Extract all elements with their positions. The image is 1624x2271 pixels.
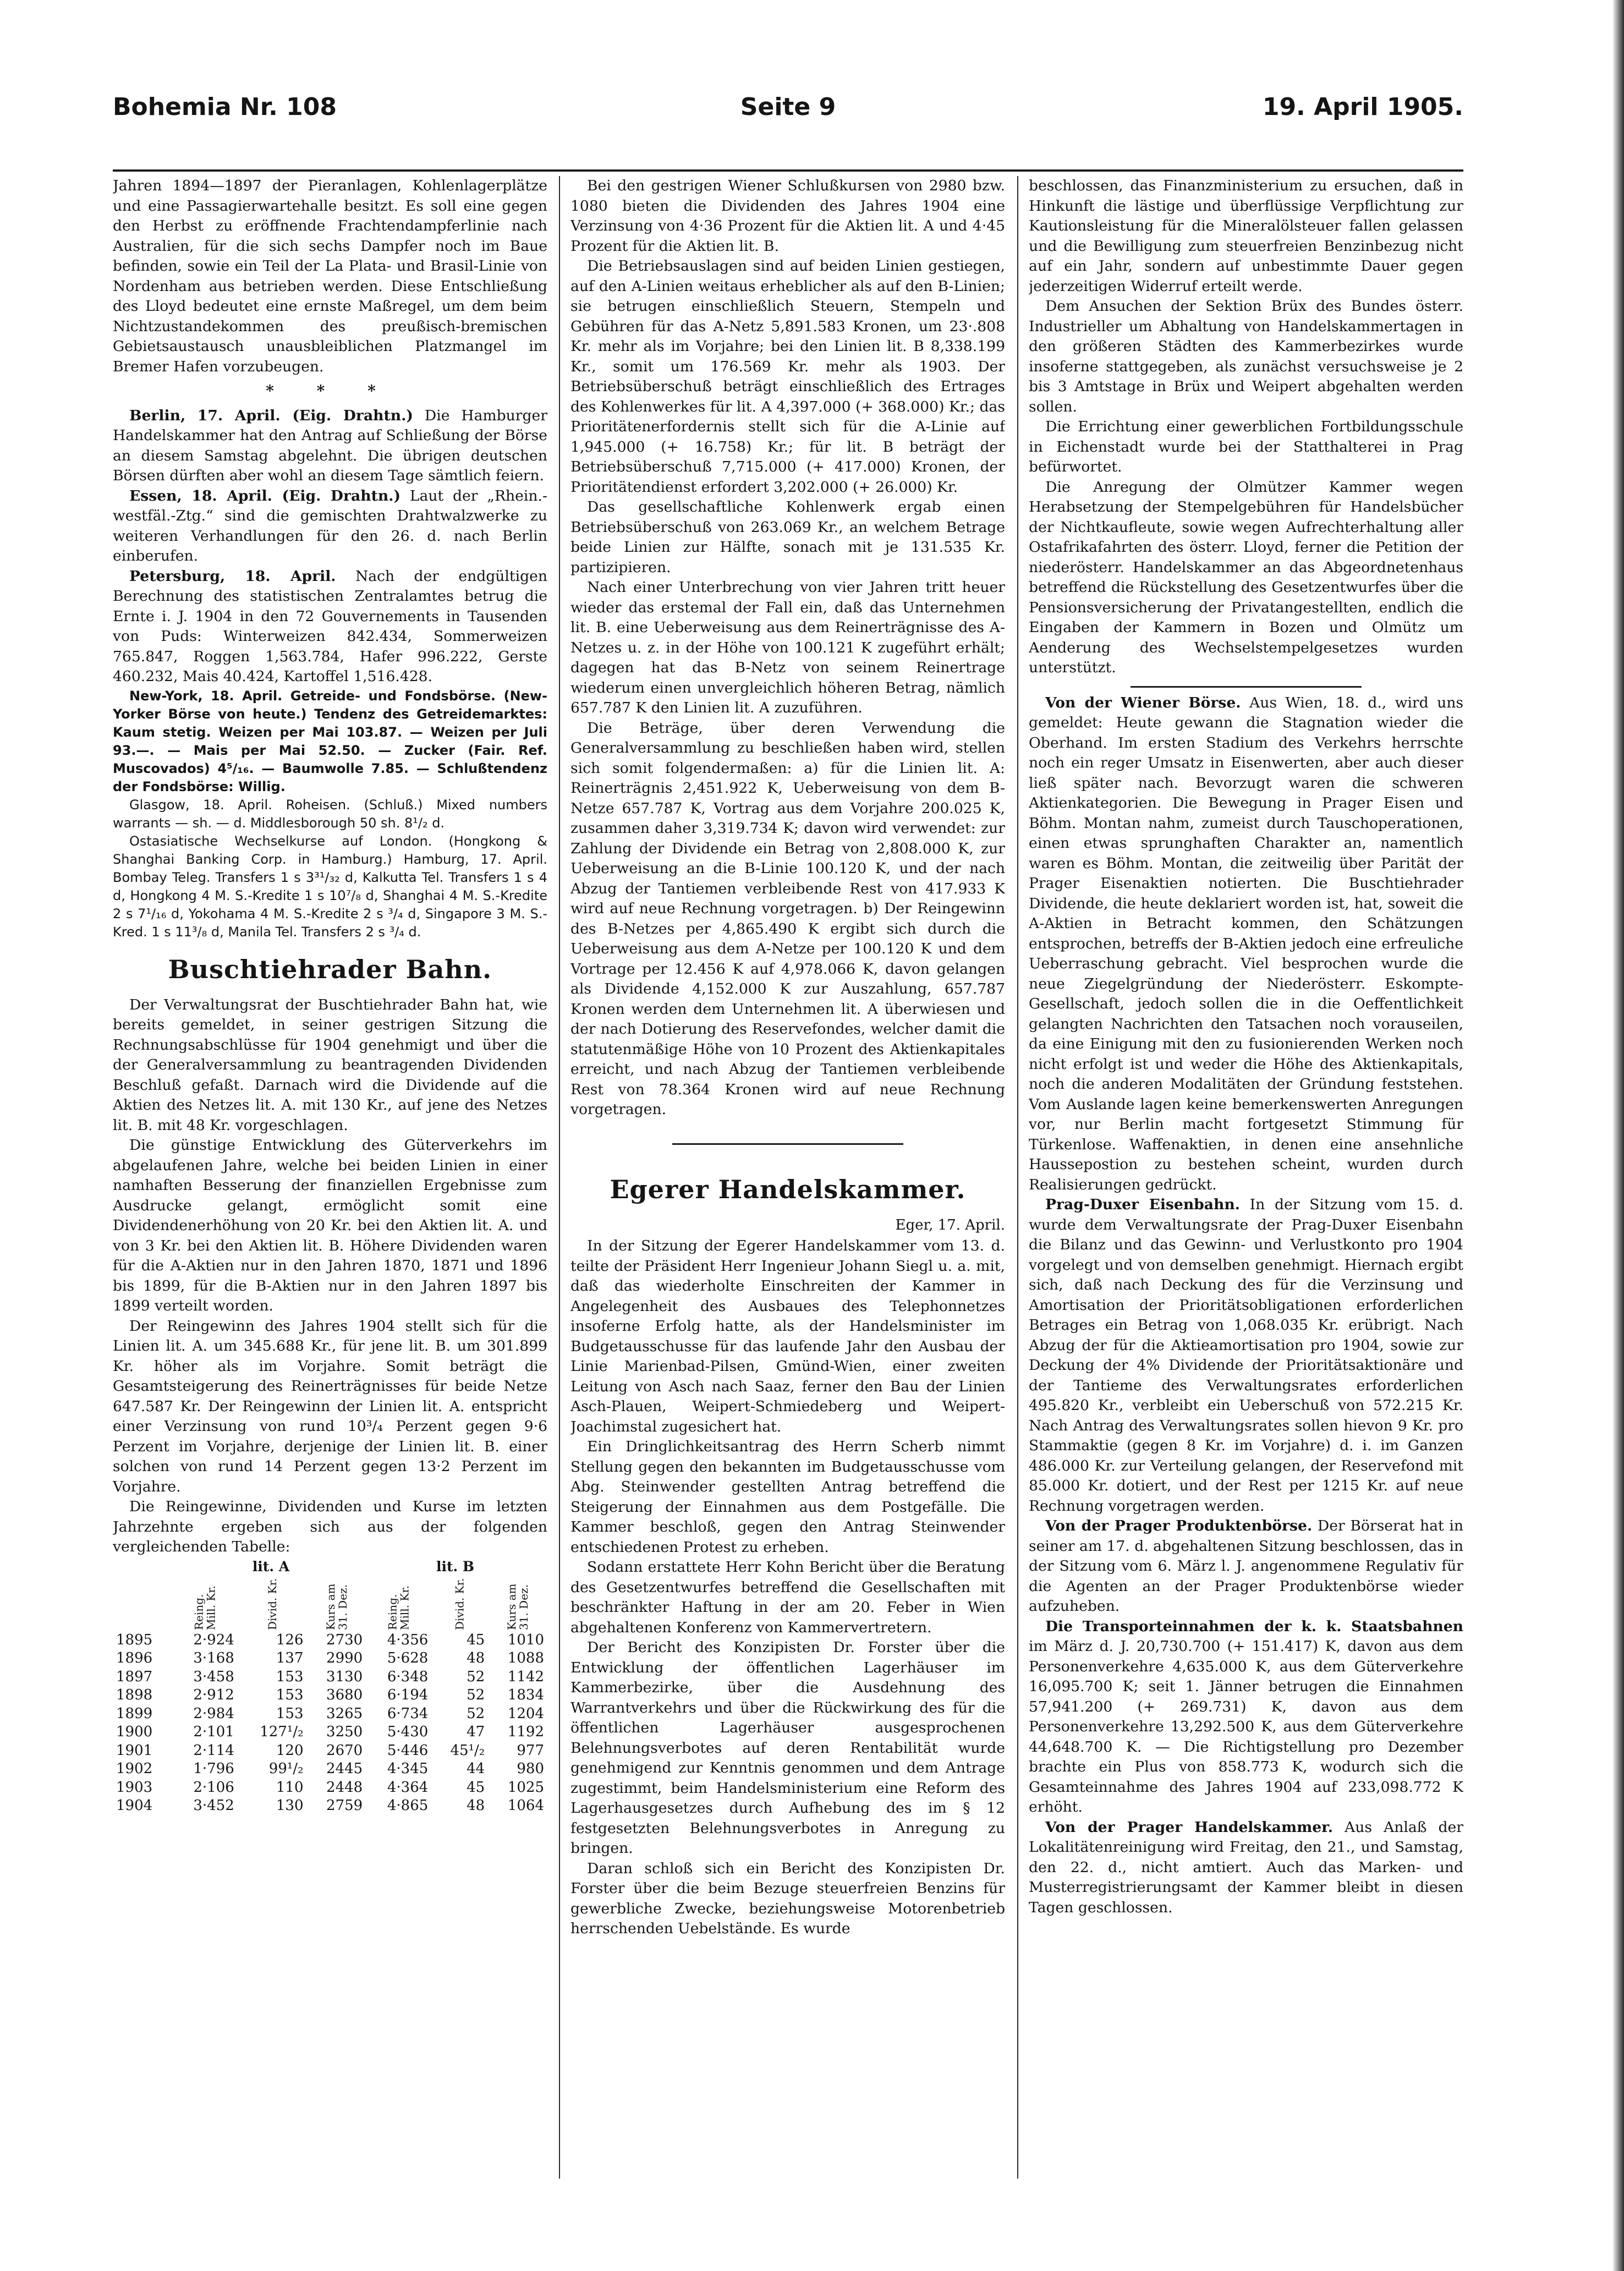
table-cell: 2990 xyxy=(326,1650,363,1666)
table-cell: 1904 xyxy=(116,1797,153,1814)
table-cell: 1192 xyxy=(507,1724,544,1740)
table-cell: 2448 xyxy=(326,1779,363,1796)
separator-stars: * * * xyxy=(266,382,394,400)
table-cell: 3130 xyxy=(326,1668,363,1685)
column-rule xyxy=(1017,176,1018,2179)
table-cell: 1901 xyxy=(116,1742,153,1759)
newspaper-page xyxy=(113,77,1463,2184)
table-header-cell: Divid. Kr. xyxy=(453,1578,467,1630)
article-paragraph: Der Reingewinn des Jahres 1904 stellt sich für die Linien lit. A. um 345.688 Kr., für jene lit. B. um 301.899 Kr. höher als im Vorjahre. Somit beträgt die Gesamtsteigerung des Reinerträgnisses für beide Netze 647.587 Kr. Der Reingewinn der Linien lit. A. entspricht einer Verzinsung von rund 10³/₄ Perzent gegen 9·6 Perzent im Vorjahre, derjenige der Linien lit. B. einer solchen von rund 14 Perzent gegen 13·2 Perzent im Vorjahre. xyxy=(113,1317,547,1495)
article-paragraph: Das gesellschaftliche Kohlenwerk ergab einen Betriebsüberschuß von 263.069 Kr., an welchem Betrage beide Linien zur Hälfte, sonach mit je 131.535 Kr. partizipieren. xyxy=(570,498,1005,576)
group-label-b: lit. B xyxy=(436,1558,475,1575)
table-cell: 1896 xyxy=(116,1650,153,1666)
news-heading: Prag-Duxer Eisenbahn. xyxy=(1045,1196,1240,1213)
column-2 xyxy=(570,176,1005,2179)
table-cell: 45 xyxy=(467,1779,485,1796)
section-divider xyxy=(672,1143,903,1145)
table-cell: 1010 xyxy=(507,1631,544,1648)
article-paragraph: Jahren 1894—1897 der Pieranlagen, Kohlenlagerplätze und eine Passagierwartehalle besitzt. Es soll eine gegen den Herbst zu eröffnende Frachtendampferlinie nach Australien, für die sich sechs Dampfer noch im Baue befinden, sowie ein Teil der La Plata- und Brasil-Linie von Nordenham aus betrieben werden. Diese Entschließung des Lloyd bedeutet eine ernste Maßregel, um dem beim Nichtzustandekommen des preußisch-bremischen Gebietsaustausch unausbleiblichen Platzmangel im Bremer Hafen vorzubeugen. xyxy=(113,177,547,375)
news-item-new-york: New-York, 18. April. Getreide- und Fondsbörse. (New-Yorker Börse von heute.) Tendenz des Getreidemarktes: Kaum stetig. Weizen per Mai 103.87. — Weizen per Juli 93.—. — Mais per Mai 52.50. — Zucker (Fair. Ref. Muscovados) 4⁵/₁₆. — Baumwolle 7.85. — Schlußtendenz der Fondsbörse: Willig. xyxy=(113,688,547,794)
table-cell: 44 xyxy=(467,1760,485,1777)
table-cell: 1834 xyxy=(507,1687,544,1703)
table-cell: 2·106 xyxy=(193,1779,234,1796)
section-title: Buschtiehrader Bahn. xyxy=(168,954,492,984)
column-rule xyxy=(559,176,560,2179)
article-paragraph: Der Verwaltungsrat der Buschtiehrader Bahn hat, wie bereits gemeldet, in seiner gestrigen Sitzung die Rechnungsabschlüsse für 1904 genehmigt und über die der Generalversammlung zu beantragenden Dividenden Beschluß gefaßt. Darnach wird die Dividende auf die Aktien des Netzes lit. A. mit 130 Kr., auf jene des Netzes lit. B. mit 48 Kr. vorgeschlagen. xyxy=(113,996,547,1134)
dividend-table-grid xyxy=(113,1576,547,1815)
table-cell: 2445 xyxy=(326,1760,363,1777)
table-cell: 1899 xyxy=(116,1705,153,1722)
table-cell: 6·194 xyxy=(387,1687,429,1703)
news-heading: Die Transporteinnahmen der k. k. Staatsbahnen xyxy=(1045,1617,1463,1635)
table-row xyxy=(113,1779,547,1797)
news-item-exchange-rates: Ostasiatische Wechselkurse auf London. (Hongkong & Shanghai Banking Corp. in Hamburg.) Hamburg, 17. April. Bombay Teleg. Transfers 1 s 3³¹/₃₂ d, Kalkutta Tel. Transfers 1 s 4 d, Hongkong 4 M. S.-Kredite 1 s 10⁷/₈ d, Shanghai 4 M. S.-Kredite 2 s 7¹/₁₆ d, Yokohama 4 M. S.-Kredite 2 s ³/₄ d, Singapore 3 M. S.-Kred. 1 s 11³/₈ d, Manila Tel. Transfers 2 s ³/₄ d. xyxy=(113,833,547,940)
table-cell: 2·912 xyxy=(193,1687,234,1703)
table-row xyxy=(113,1631,547,1650)
table-cell: 5·430 xyxy=(387,1724,429,1740)
news-text: Aus Wien, 18. d., wird uns gemeldet: Heute gewann die Stagnation wieder die Oberhand. Im ersten Stadium des Verkehrs herrschte noch ein reger Umsatz in Eisenwerten, aber auch dieser ließ später nach. Bevorzugt waren die schweren Aktienkategorien. Die Bewegung in Prager Eisen und Böhm. Montan nahm, zumeist durch Tauschoperationen, einen etwas sprunghaften Charakter an, namentlich waren es Böhm. Montan, die zeitweilig über Parität der Prager Eisenaktien notierten. Die Buschtiehrader Dividende, die heute deklariert worden ist, hat, soweit die A-Aktien in Betracht kommen, den Schätzungen entsprochen, betreffs der B-Aktien jedoch eine erfreuliche Ueberraschung gebracht. Viel besprochen wurde die neue Ziegelgründung der Niederösterr. Eskompte-Gesellschaft, jedoch sollen die in die Oeffentlichkeit gelangten Nachrichten den Tatsachen noch vorauseilen, da eine Einigung mit den zu fusionierenden Werken noch nicht erfolgt ist und weder die Höhe des Aktienkapitals, noch die anderen Modalitäten der Gründung feststehen. Vom Auslande lagen keine bemerkenswerten Anregungen vor, nur Berlin macht fortgesetzt Stimmung für Türkenlose. Waffenaktien, in denen eine ansehnliche Haussepostion zu bestehen scheint, wurden durch Realisierungen gedrückt. xyxy=(1029,694,1463,1193)
table-cell: 120 xyxy=(276,1742,304,1759)
table-cell: 6·348 xyxy=(387,1668,429,1685)
table-cell: 2·924 xyxy=(193,1631,234,1648)
table-cell: 2670 xyxy=(326,1742,363,1759)
news-dateline: Berlin, 17. April. (Eig. Drahtn.) xyxy=(129,407,413,424)
news-item-glasgow: Glasgow, 18. April. Roheisen. (Schluß.) Mixed numbers warrants — sh. — d. Middlesborough 50 sh. 8¹/₂ d. xyxy=(113,797,547,831)
news-item-produktenboerse xyxy=(1029,1516,1463,1617)
table-cell: 3·458 xyxy=(193,1668,234,1685)
table-cell: 5·446 xyxy=(387,1742,429,1759)
table-row xyxy=(113,1686,547,1705)
table-header-cell: Divid. Kr. xyxy=(265,1578,279,1630)
newspaper-issue: Bohemia Nr. 108 xyxy=(113,93,337,121)
table-cell: 3·452 xyxy=(193,1797,234,1814)
page-number: Seite 9 xyxy=(740,93,836,121)
table-row xyxy=(113,1668,547,1687)
table-cell: 4·345 xyxy=(387,1760,429,1777)
table-cell: 48 xyxy=(467,1797,485,1814)
news-dateline: Petersburg, 18. April. xyxy=(129,567,336,585)
table-cell: 4·356 xyxy=(387,1631,429,1648)
table-cell: 1903 xyxy=(116,1779,153,1796)
table-cell: 153 xyxy=(276,1705,304,1722)
news-heading: Von der Wiener Börse. xyxy=(1045,694,1241,711)
news-text: Laut der „Rhein.-westfäl.-Ztg.“ sind die gemischten Drahtwalzwerke zu weiteren Verhandlungen für den 26. d. nach Berlin einberufen. xyxy=(113,487,547,564)
table-cell: 48 xyxy=(467,1650,485,1666)
news-heading: Von der Prager Produktenbörse. xyxy=(1045,1517,1313,1534)
news-item-prag-duxer xyxy=(1029,1195,1463,1516)
table-cell: 980 xyxy=(517,1760,544,1777)
table-cell: 45 xyxy=(467,1631,485,1648)
section-title: Egerer Handelskammer. xyxy=(610,1174,966,1204)
table-header-cell: Kurs am 31. Dez. xyxy=(505,1583,531,1630)
table-cell: 1·796 xyxy=(193,1760,234,1777)
table-header-cell: Kurs am 31. Dez. xyxy=(323,1583,349,1630)
table-cell: 2·101 xyxy=(193,1724,234,1740)
table-cell: 3·168 xyxy=(193,1650,234,1666)
news-dateline: Essen, 18. April. (Eig. Drahtn.) xyxy=(129,487,401,504)
dividend-table xyxy=(113,1557,547,1815)
dateline: Eger, 17. April. xyxy=(895,1216,1005,1233)
table-header-cell xyxy=(113,1576,172,1631)
article-paragraph: Die Errichtung einer gewerblichen Fortbildungsschule in Eichenstadt wurde bei der Statthalterei in Prag befürwortet. xyxy=(1029,418,1463,475)
table-cell: 2·984 xyxy=(193,1705,234,1722)
article-paragraph: Die Anregung der Olmützer Kammer wegen Herabsetzung der Stempelgebühren für Handelsbücher der Nichtkaufleute, sowie wegen Aufrechterhaltung aller Ostafrikafahrten des österr. Lloyd, ferner die Petition der niederösterr. Handelskammer an das Abgeordnetenhaus betreffend die Rückstellung des Gesetzentwurfes über die Pensionsversicherung der Privatangestellten, endlich die Eingaben der Kammern in Bozen und Olmütz um Aenderung des Wechselstempelgesetzes wurden unterstützt. xyxy=(1029,478,1463,676)
table-cell: 4·865 xyxy=(387,1797,429,1814)
article-paragraph: Daran schloß sich ein Bericht des Konzipisten Dr. Forster über die beim Bezuge steuerfreien Benzins für gewerbliche Zwecke, beziehungsweise Motorenbetrieb herrschenden Uebelstände. Es wurde xyxy=(570,1859,1005,1937)
table-row xyxy=(113,1649,547,1668)
table-cell: 1897 xyxy=(116,1668,153,1685)
column-1 xyxy=(113,176,547,2179)
news-item-handelskammer xyxy=(1029,1818,1463,1918)
article-paragraph: Dem Ansuchen der Sektion Brüx des Bundes österr. Industrieller um Abhaltung von Handelskammertagen in den größeren Städten des Kammerbezirkes wurde insoferne stattgegeben, als zunächst versuchsweise je 2 bis 3 Amtstage in Brüx und Weipert abgehalten werden sollen. xyxy=(1029,298,1463,415)
section-divider xyxy=(1131,686,1362,688)
scan-edge xyxy=(1613,0,1624,2271)
article-paragraph: Nach einer Unterbrechung von vier Jahren tritt heuer wieder das erstemal der Fall ein, daß das Unternehmen lit. B. eine Ueberweisung aus dem Reinerträgnisse des A-Netzes u. z. in der Höhe von 100.121 K zugeführt erhält; dagegen hat das B-Netz von seinem Reinertrage wiederum einen unvergleichlich höheren Betrag, nämlich 657.787 K den Linien lit. A zuzuführen. xyxy=(570,579,1005,716)
table-header-cell: Reing. Mill. Kr. xyxy=(386,1585,412,1630)
table-row xyxy=(113,1723,547,1742)
header-rule xyxy=(113,169,1463,172)
issue-date: 19. April 1905. xyxy=(1262,93,1463,121)
article-paragraph: In der Sitzung der Egerer Handelskammer vom 13. d. teilte der Präsident Herr Ingenieur Johann Siegl u. a. mit, daß das wiederholte Einschreiten der Kammer in Angelegenheit des Ausbaues des Telephonnetzes insoferne Erfolg hatte, als der Handelsminister im Budgetausschusse für das laufende Jahr den Ausbau der Linie Marienbad-Pilsen, Gmünd-Wien, einer zweiten Leitung von Asch nach Saaz, ferner den Bau der Linien Asch-Plauen, Weipert-Schmiedeberg und Weipert-Joachimstal zugesichert hat. xyxy=(570,1237,1005,1435)
table-cell: 3265 xyxy=(326,1705,363,1722)
table-cell: 1895 xyxy=(116,1631,153,1648)
table-cell: 2·114 xyxy=(193,1742,234,1759)
news-heading: Von der Prager Handelskammer. xyxy=(1045,1818,1333,1836)
table-body xyxy=(113,1631,547,1815)
table-cell: 1204 xyxy=(507,1705,544,1722)
table-cell: 1025 xyxy=(507,1779,544,1796)
article-paragraph: Bei den gestrigen Wiener Schlußkursen von 2980 bzw. 1080 bieten die Dividenden des Jahres 1904 eine Verzinsung von 4·36 Prozent für die Aktien lit. A und 4·45 Prozent für die Aktien lit. B. xyxy=(570,177,1005,255)
column-3 xyxy=(1029,176,1463,2179)
news-item-wiener-boerse xyxy=(1029,693,1463,1195)
article-paragraph: Sodann erstattete Herr Kohn Bericht über die Beratung des Gesetzentwurfes betreffend die Gesellschaften mit beschränkter Haftung in der am 20. Feber in Wien abgehaltenen Konferenz von Kammervertretern. xyxy=(570,1559,1005,1636)
table-cell: 52 xyxy=(467,1705,485,1722)
table-cell: 3680 xyxy=(326,1687,363,1703)
table-cell: 99¹/₂ xyxy=(268,1760,304,1777)
news-text: Nach der endgültigen Berechnung des statistischen Zentralamtes betrug die Ernte i. J. 1904 in den 72 Gouvernements in Tausenden von Puds: Winterweizen 842.434, Sommerweizen 765.847, Roggen 1,563.784, Hafer 996.222, Gerste 460.232, Mais 40.424, Kartoffel 1,516.428. xyxy=(113,567,547,685)
table-cell: 52 xyxy=(467,1687,485,1703)
news-item-berlin xyxy=(113,406,547,486)
news-text: im März d. J. 20,730.700 (+ 151.417) K, davon aus dem Personenverkehre 4,635.000 K, aus dem Güterverkehre 16,095.700 K; seit 1. Jänner betrugen die Einnahmen 57,941.200 (+ 269.731) K, davon aus dem Personenverkehre 13,292.500 K, aus dem Güterverkehre 44,648.700 K. — Die Richtigstellung pro Dezember brachte ein Plus von 858.773 K, wodurch sich die Gesamteinnahme des Jahres 1904 auf 233,098.772 K erhöht. xyxy=(1029,1638,1463,1815)
table-cell: 1898 xyxy=(116,1687,153,1703)
table-header-cell: Reing. Mill. Kr. xyxy=(192,1585,218,1630)
table-cell: 45¹/₂ xyxy=(450,1742,485,1759)
table-cell: 1064 xyxy=(507,1797,544,1814)
table-cell: 5·628 xyxy=(387,1650,429,1666)
article-paragraph: Die Beträge, über deren Verwendung die Generalversammlung zu beschließen haben wird, stellen sich somit folgendermaßen: a) für die Linien lit. A: Reinerträgnis 2,451.922 K, Ueberweisung von dem B-Netze 657.787 K, Vortrag aus dem Vorjahre 200.025 K, zusammen daher 3,319.734 K; davon wird verwendet: zur Zahlung der Dividende ein Betrag von 2,808.000 K, zur Ueberweisung an die B-Linie 100.120 K, und der nach Abzug der Tantiemen verbleibende Rest von 417.933 K wird auf neue Rechnung vorgetragen. b) Der Reingewinn des B-Netzes per 4,865.490 K ergibt sich durch die Ueberweisung aus dem A-Netze per 100.120 K und dem Vortrage per 12.456 K auf 4,978.066 K, davon gelangen als Dividende 4,152.000 K zur Auszahlung, 657.787 Kronen werden dem Unternehmen lit. A überwiesen und der nach Dotierung des Reservefondes, welcher damit die statutenmäßige Höhe von 10 Prozent des Aktienkapitales erreicht, und nach Abzug der Tantiemen verbleibende Rest von 78.364 Kronen wird auf neue Rechnung vorgetragen. xyxy=(570,719,1005,1118)
table-cell: 153 xyxy=(276,1687,304,1703)
article-paragraph: Ein Dringlichkeitsantrag des Herrn Scherb nimmt Stellung gegen den bekannten im Budgetausschusse vom Abg. Steinwender gestellten Antrag betreffend die Steigerung der Einnahmen aus dem Postgefälle. Die Kammer beschloß, gegen den Antrag Steinwender entschiedenen Protest zu erheben. xyxy=(570,1438,1005,1556)
table-cell: 153 xyxy=(276,1668,304,1685)
table-cell: 2759 xyxy=(326,1797,363,1814)
news-text: Der Börserat hat in seiner am 17. d. abgehaltenen Sitzung beschlossen, das in der Sitzung vom 6. März l. J. angenommene Regulativ für die Agenten an der Prager Produktenbörse wieder aufzuheben. xyxy=(1029,1517,1463,1615)
table-cell: 2730 xyxy=(326,1631,363,1648)
article-paragraph: Die Betriebsauslagen sind auf beiden Linien gestiegen, auf den A-Linien weitaus erheblicher als auf den B-Linien; sie betrugen einschließlich Steuern, Stempeln und Gebühren für das A-Netz 5,891.583 Kronen, um 23·.808 Kr. mehr als im Vorjahre; bei den Linien lit. B 8,338.199 Kr., somit um 176.569 Kr. mehr als 1903. Der Betriebsüberschuß beträgt einschließlich des Ertrages des Kohlenwerkes für lit. A 4,397.000 (+ 368.000) Kr.; das Prioritätenerfordernis stellt sich für die A-Linie auf 1,945.000 (+ 16.758) Kr.; für lit. B beträgt der Betriebsüberschuß 7,715.000 (+ 417.000) Kronen, der Prioritätendienst erfordert 3,202.000 (+ 26.000) Kr. xyxy=(570,257,1005,496)
table-row xyxy=(113,1797,547,1815)
table-cell: 137 xyxy=(276,1650,304,1666)
news-item-essen xyxy=(113,486,547,567)
table-cell: 1088 xyxy=(507,1650,544,1666)
table-row xyxy=(113,1742,547,1760)
news-text: Die Hamburger Handelskammer hat den Antrag auf Schließung der Börse an diesem Samstag abgelehnt. Die übrigen deutschen Börsen dürften aber wohl an diesem Tage sämtlich feiern. xyxy=(113,407,547,484)
table-row xyxy=(113,1705,547,1724)
table-cell: 1900 xyxy=(116,1724,153,1740)
group-label-a: lit. A xyxy=(252,1558,290,1575)
table-cell: 52 xyxy=(467,1668,485,1685)
article-paragraph: beschlossen, das Finanzministerium zu ersuchen, daß in Hinkunft die lästige und überflüssige Verpflichtung zur Kautionsleistung für die Mineralölsteuer fallen gelassen und die Bewilligung zum steuerfreien Benzinbezug nicht auf ein Jahr, sondern auf unbestimmte Dauer gegen jederzeitigen Widerruf erteilt werde. xyxy=(1029,177,1463,295)
table-header-row xyxy=(113,1576,547,1631)
running-head xyxy=(113,77,1463,138)
article-paragraph: Die günstige Entwicklung des Güterverkehrs im abgelaufenen Jahre, welche bei beiden Linien in einer namhaften Besserung der finanziellen Ergebnisse zum Ausdrucke gelangt, ermöglicht somit eine Dividendenerhöhung von 20 Kr. bei den Aktien lit. A. und von 3 Kr. bei den Aktien lit. B. Höhere Dividenden waren für die A-Aktien nur in den Jahren 1870, 1871 und 1896 bis 1899, für die B-Aktien nur in den Jahren 1897 bis 1899 verteilt worden. xyxy=(113,1137,547,1314)
table-cell: 4·364 xyxy=(387,1779,429,1796)
article-paragraph: Der Bericht des Konzipisten Dr. Forster über die Entwicklung der öffentlichen Lagerhäuser im Kammerbezirke, über die Ausdehnung des Warrantverkehrs und über die Rückwirkung des für die öffentlichen Lagerhäuser ausgesprochenen Belehnungsverbotes auf deren Rentabilität wurde genehmigend zur Kenntnis genommen und dem Antrage zugestimmt, beim Handelsministerium eine Reform des Lagerhausgesetzes durch Aufhebung des im § 12 festgesetzten Belehnungsverbotes in Anregung zu bringen. xyxy=(570,1639,1005,1857)
table-cell: 3250 xyxy=(326,1724,363,1740)
table-cell: 1142 xyxy=(507,1668,544,1685)
news-item-staatsbahnen xyxy=(1029,1617,1463,1818)
article-paragraph: Die Reingewinne, Dividenden und Kurse im letzten Jahrzehnte ergeben sich aus der folgenden vergleichenden Tabelle: xyxy=(113,1498,547,1555)
table-cell: 6·734 xyxy=(387,1705,429,1722)
table-row xyxy=(113,1760,547,1779)
news-item-petersburg xyxy=(113,567,547,687)
table-cell: 110 xyxy=(276,1779,304,1796)
table-cell: 1902 xyxy=(116,1760,153,1777)
table-cell: 126 xyxy=(276,1631,304,1648)
table-cell: 977 xyxy=(517,1742,544,1759)
news-text: Aus Anlaß der Lokalitätenreinigung wird Freitag, den 21., und Samstag, den 22. d., nicht amtiert. Auch das Marken- und Musterregistrierungsamt der Kammer bleibt in diesen Tagen geschlossen. xyxy=(1029,1818,1463,1916)
table-cell: 130 xyxy=(276,1797,304,1814)
table-cell: 127¹/₂ xyxy=(260,1724,304,1740)
table-cell: 47 xyxy=(467,1724,485,1740)
table-group-header xyxy=(113,1557,547,1576)
news-text: In der Sitzung vom 15. d. wurde dem Verwaltungsrate der Prag-Duxer Eisenbahn die Bilanz und das Gewinn- und Verlustkonto pro 1904 vorgelegt und von demselben genehmigt. Hiernach ergibt sich, daß nach Deckung des für die Verzinsung und Amortisation der Prioritätsobligationen erforderlichen Betrages ein Betrag von 1,068.035 Kr. erübrigt. Nach Abzug der für die Aktieamortisation pro 1904, sowie zur Deckung der 4% Dividende der Prioritätsaktionäre und der Tantieme des Verwaltungsrates erforderlichen 495.820 Kr., verbleibt ein Ueberschuß von 572.215 Kr. Nach Antrag des Verwaltungsrates sollen hievon 9 Kr. pro Stammaktie (gegen 8 Kr. im Vorjahre) d. i. im Ganzen 486.000 Kr. zur Verteilung gelangen, der Reservefond mit 85.000 Kr. dotiert, und der Rest per 1215 Kr. auf neue Rechnung vorgetragen werden. xyxy=(1029,1196,1463,1515)
